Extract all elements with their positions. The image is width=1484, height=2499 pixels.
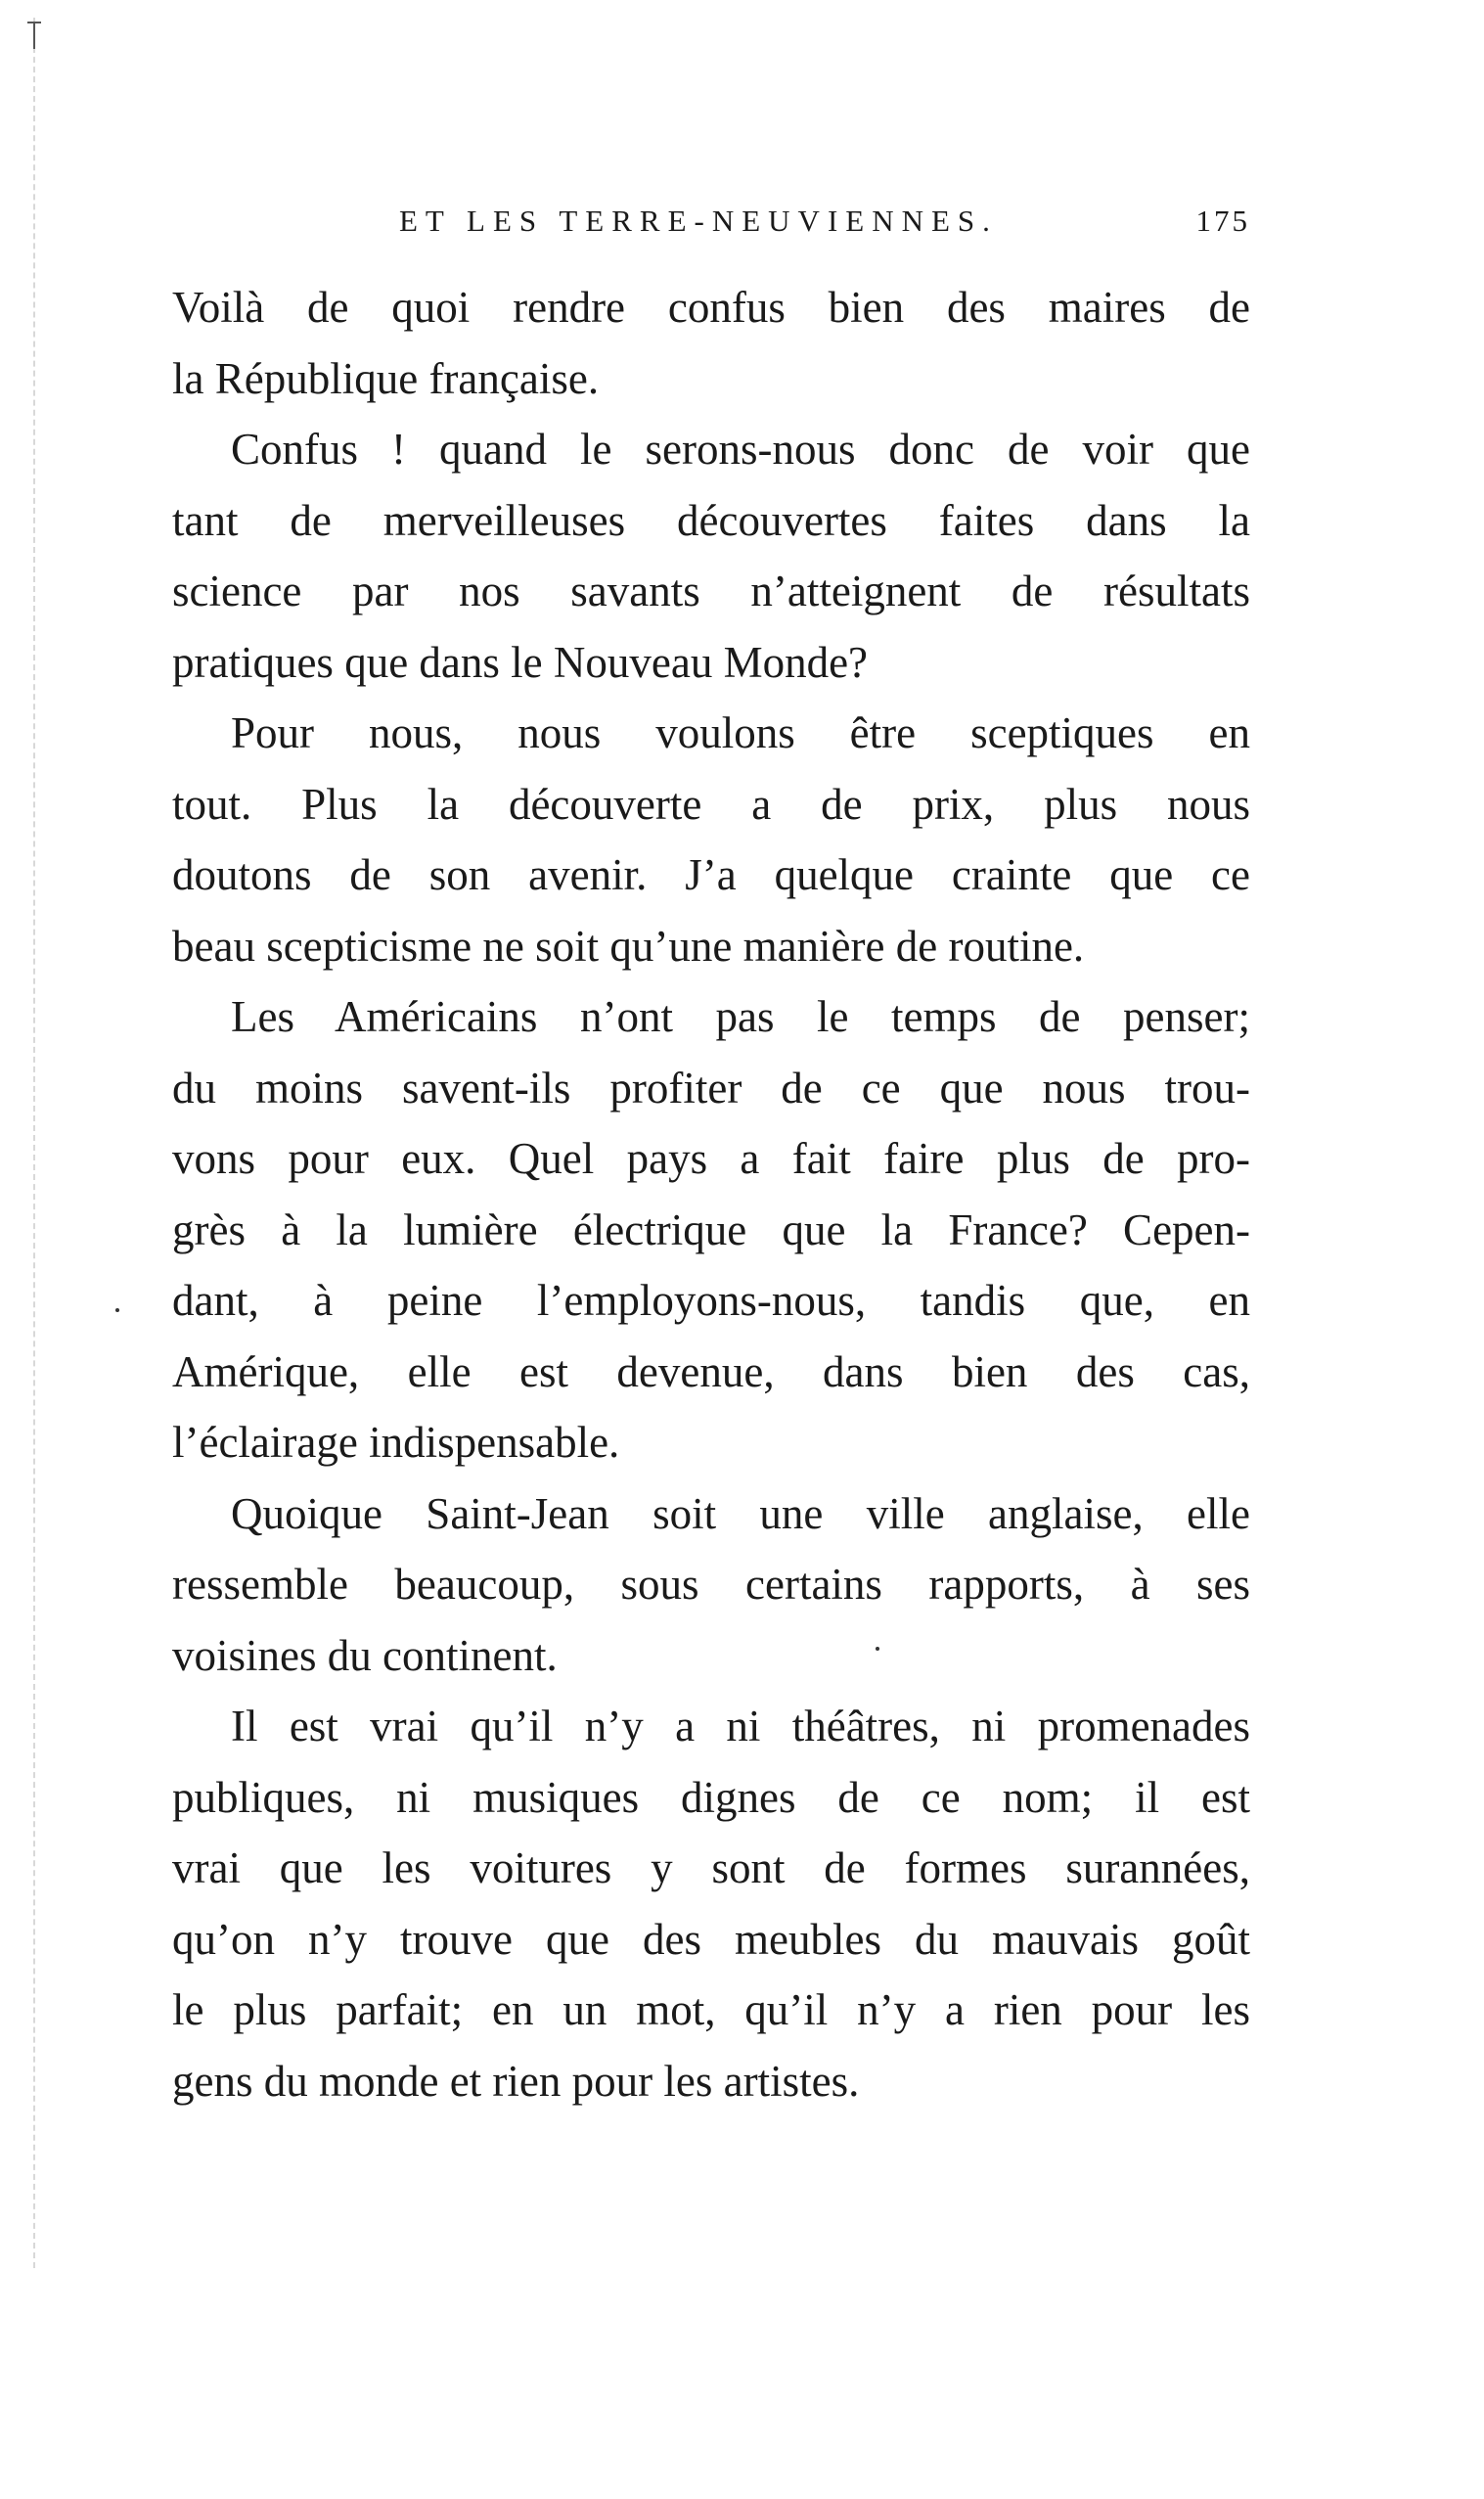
text-line: vrai que les voitures y sont de formes surannées, <box>172 1843 1250 1892</box>
page-number: 175 <box>1195 204 1250 238</box>
text-line: ressemble beaucoup, sous certains rapports, à ses <box>172 1560 1250 1609</box>
text-line: la République française. <box>172 353 600 403</box>
text-line: le plus parfait; en un mot, qu’il n’y a rien pour les <box>172 1985 1250 2034</box>
running-title: ET LES TERRE-NEUVIENNES. <box>399 204 998 238</box>
text-line: Pour nous, nous voulons être sceptiques en <box>231 708 1250 757</box>
text-line: grès à la lumière électrique que la France? Cepen- <box>172 1204 1250 1254</box>
ink-speck <box>876 1647 879 1651</box>
text-line: voisines du continent. <box>172 1630 558 1680</box>
text-line: tant de merveilleuses découvertes faites dans la <box>172 495 1250 545</box>
text-line: Il est vrai qu’il n’y a ni théâtres, ni promenades <box>231 1702 1250 1750</box>
ink-speck <box>115 1308 119 1312</box>
text-line: qu’on n’y trouve que des meubles du mauvais goût <box>172 1914 1250 1964</box>
text-line: gens du monde et rien pour les artistes. <box>172 2056 860 2106</box>
text-line: science par nos savants n’atteignent de résultats <box>172 567 1250 615</box>
text-line: beau scepticisme ne soit qu’une manière de routine. <box>172 921 1085 971</box>
text-line: doutons de son avenir. J’a quelque crainte que ce <box>172 850 1250 899</box>
text-line: publiques, ni musiques dignes de ce nom; il est <box>172 1772 1250 1822</box>
text-line: Confus ! quand le serons-nous donc de voir que <box>231 425 1250 474</box>
text-line: vons pour eux. Quel pays a fait faire plus de pro- <box>172 1134 1250 1183</box>
body-text <box>172 272 1250 2116</box>
running-head <box>174 204 1250 252</box>
text-line: pratiques que dans le Nouveau Monde? <box>172 637 869 687</box>
corner-mark-vertical <box>33 22 35 49</box>
text-line: Amérique, elle est devenue, dans bien des cas, <box>172 1346 1250 1396</box>
page-edge-rule <box>33 18 35 2268</box>
text-line: Les Américains n’ont pas le temps de penser; <box>231 992 1250 1041</box>
text-line: dant, à peine l’employons-nous, tandis que, en <box>172 1276 1250 1325</box>
text-line: l’éclairage indispensable. <box>172 1418 620 1467</box>
text-line: du moins savent-ils profiter de ce que nous trou- <box>172 1063 1250 1113</box>
text-line: Voilà de quoi rendre confus bien des maires de <box>172 283 1250 332</box>
text-line: Quoique Saint-Jean soit une ville anglaise, elle <box>231 1488 1250 1538</box>
text-line: tout. Plus la découverte a de prix, plus nous <box>172 779 1250 829</box>
